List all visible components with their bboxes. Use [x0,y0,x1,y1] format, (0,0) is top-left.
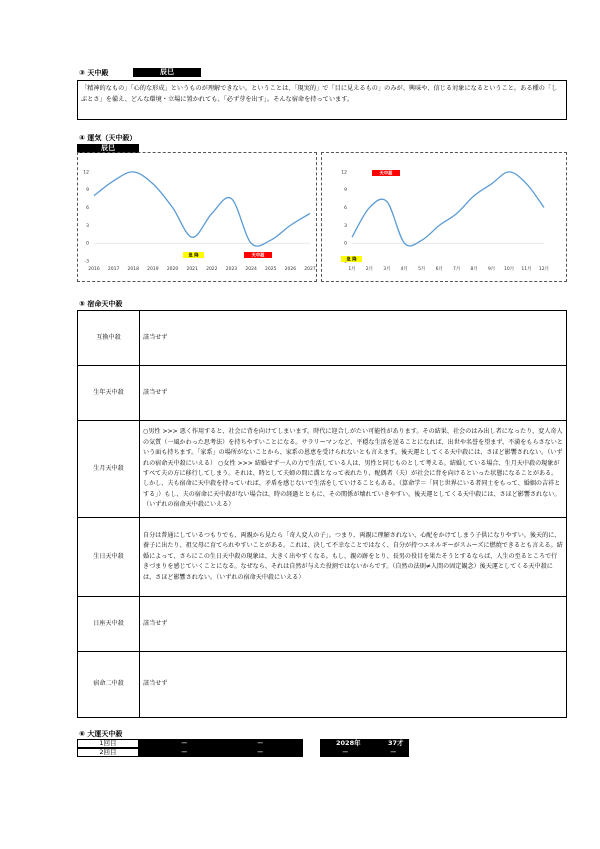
section-6-title: ⑥ 大運天中殺 [79,730,123,738]
table-row [78,652,567,718]
section-3-title: ③ 天中殿 [79,69,109,77]
y-tick-label: 12 [83,170,89,176]
x-tick-label: 9月 [487,267,496,272]
x-tick-label: 3月 [383,267,391,272]
x-tick-label: 12月 [538,267,550,272]
x-tick-label: 2020 [166,267,179,272]
row-label: 生月天中殺 [78,421,140,518]
x-tick-label: 10月 [503,267,515,272]
x-tick-label: 4月 [400,267,409,272]
destiny-table [77,310,567,718]
x-tick-label: 2019 [147,267,159,272]
series-line [94,172,310,246]
x-tick-label: 2023 [225,267,238,272]
daiun-to-bar [320,739,409,748]
x-tick-label: 2024 [245,267,257,272]
x-tick-label: 6月 [435,267,443,272]
section-3-text-box [77,80,567,120]
annotation-label: 急 降 [188,253,199,259]
section-4-tag: 辰巳 [77,144,139,153]
x-tick-label: 5月 [418,267,426,272]
daiun-row-2 [77,748,567,757]
daiun-row-label: 1回目 [77,739,139,748]
table-row [78,366,567,421]
y-tick-label: 12 [341,170,347,176]
x-tick-label: 2016 [88,267,100,272]
daiun-to-age: － [390,748,397,756]
daiun-from-bar [139,748,303,757]
row-label: 生年天中殺 [78,366,140,421]
y-tick-label: 0 [344,241,347,247]
y-tick-label: 6 [344,206,347,212]
yearly-chart [78,153,316,281]
annotation-label: 天中殺 [379,171,393,177]
table-row [78,311,567,366]
row-value: ○男性 >>> 悪く作用すると、社会に背を向けてしまいます。時代に迎合しがたい可能性があります。その結果、社会のはみ出し者になったり、変人奇人の気質（一風かわった思考法）を持ちやすいことになる。サラリーマンなど、平穏な生活を送ることになれば、出世や名誉を望まず、不満をもらさないという面も持ちます。「家系」の場所がないことから、家系の恩恵を受けられないとも言えます。後天運としてくる天中殺には、さほど影響されない。（いずれの宿命天中殺にいえる） ○女性 >>> 結婚せず一人の力で生活している人は、男性と同じものとして考える。結婚している場合、生月天中殺の現象がすべて夫の方に移行してしまう。それは、時として夫婦の間に溝となって表れたり、配偶者（夫）が社会に背を向けるといった状態になることがある。しかし、夫も宿命に天中殺を持っていれば、矛盾を感じないで生活をしていけることもある。（算命学＝「同じ世界にいる者同士をもって、婚姻の吉祥とする」）もし、夫の宿命に天中殺がない場合は、時の経過とともに、その関係が壊れていきやすい。後天運としてくる天中殺には、さほど影響されない。（いずれの宿命天中殺にいえる） [140,421,567,518]
daiun-to-year: － [342,748,349,756]
daiun-from-year: － [181,739,188,747]
x-tick-label: 2022 [206,267,218,272]
row-label: 宿命二中殺 [78,652,140,718]
annotation-label: 天中殺 [251,253,265,259]
monthly-chart-box [321,152,567,282]
row-value: 自分は普通にしているつもりでも、両親から見たら「奇人変人の子」。つまり、両親に理解されない、心配をかけてしまう子供になりやすい。後天的に、養子に出たり、祖父母に育てられやすいことがある。これは、決して不幸なことではなく、自分が持つエネルギーがスムーズに燃焼できるとも言える。結婚によって、さらにこの生日天中殺の現象は、大きく出やすくなる。もし、親の跡をとり、長男の役目を果たそうとするならば、人生の至るところで行きづまりを感じていくことになる。なぜなら、それは自然が与えた役割ではないからです。（自然の法則≠人間の固定観念）後天運としてくる天中殺には、さほど影響されない。（いずれの宿命天中殺にいえる） [140,518,567,597]
row-label: 互換中殺 [78,311,140,366]
x-tick-label: 2025 [265,267,277,272]
row-value: 該当せず [140,597,567,652]
y-tick-label: 6 [86,206,89,212]
daiun-from-age: － [257,748,264,756]
row-label: 日座天中殺 [78,597,140,652]
y-tick-label: 0 [86,241,89,247]
daiun-tilde: ～ [287,748,294,756]
x-tick-label: 2026 [284,267,297,272]
row-value: 該当せず [140,366,567,421]
daiun-to-year: 2028年 [336,739,361,747]
x-tick-label: 2027 [304,267,316,272]
x-tick-label: 8月 [470,267,478,272]
daiun-from-year: － [181,748,188,756]
x-tick-label: 2月 [365,267,374,272]
section-3-text: 「精神的なもの」「心的な形成」というものが理解できない。ということは、「現実的」で「目に見えるもの」のみが、興味や、信じる対象になるということ。ある種の「しぶとさ」を備え、どんな環境・立場に置かれても、「必ず芽を出す」。そんな宿命を持っています。 [81,85,558,103]
series-line [352,172,544,246]
daiun-from-bar [139,739,303,748]
annotation-label: 急 降 [346,257,357,263]
x-tick-label: 11月 [521,267,532,272]
x-tick-label: 7月 [453,267,461,272]
x-tick-label: 2017 [107,267,120,272]
daiun-row-1 [77,739,567,748]
x-tick-label: 2018 [127,267,139,272]
section-5-title: ⑤ 宿命天中殺 [79,300,123,308]
y-tick-label: 9 [86,188,89,194]
x-tick-label: 1月 [348,267,356,272]
y-tick-label: -3 [84,259,89,265]
daiun-tilde: ～ [287,739,294,747]
row-value: 該当せず [140,311,567,366]
x-tick-label: 2021 [186,267,198,272]
section-3-tag: 辰巳 [133,68,201,77]
y-tick-label: 9 [344,188,347,194]
yearly-chart-box [77,152,317,282]
y-tick-label: 3 [86,223,89,229]
row-value: 該当せず [140,652,567,718]
monthly-chart [322,153,566,281]
table-row [78,421,567,518]
daiun-to-age: 37才 [388,739,404,747]
table-row [78,518,567,597]
daiun-from-age: － [257,739,264,747]
daiun-to-bar [320,748,409,757]
y-tick-label: 3 [344,223,347,229]
row-label: 生日天中殺 [78,518,140,597]
table-row [78,597,567,652]
daiun-row-label: 2回目 [77,748,139,757]
section-4-title: ④ 運気（天中殺） [79,134,137,142]
